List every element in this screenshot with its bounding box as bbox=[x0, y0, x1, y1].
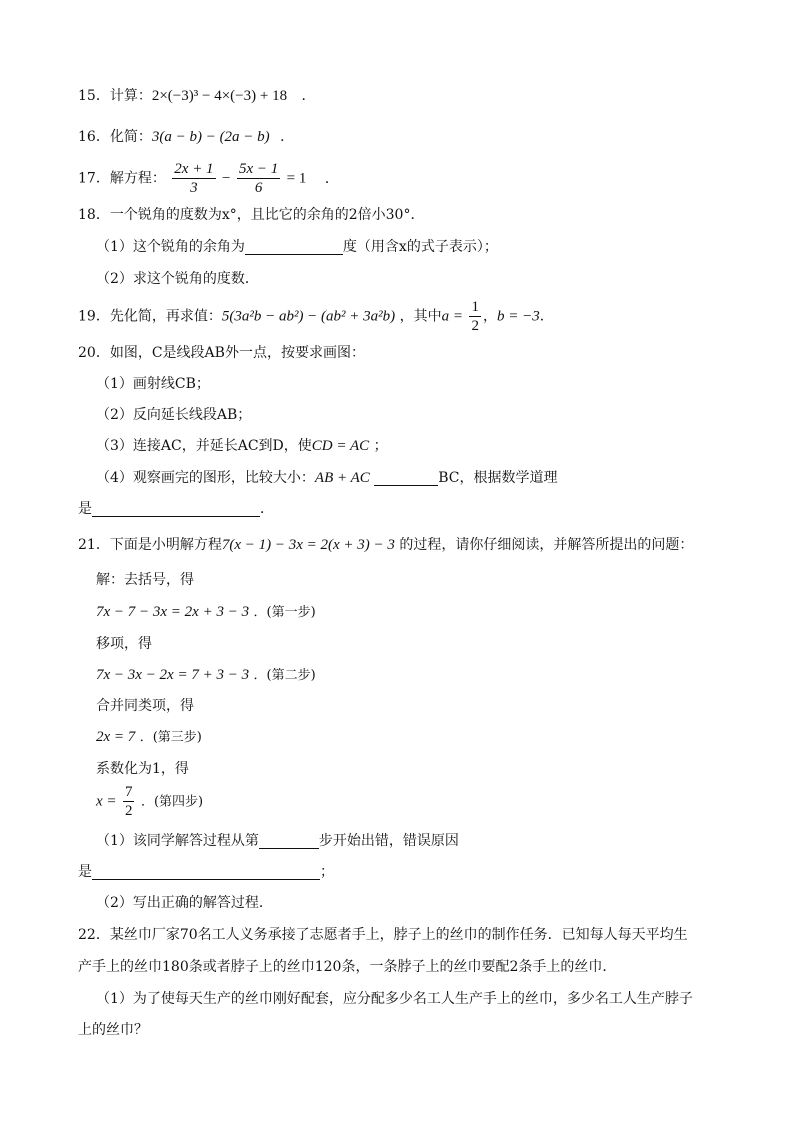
math-expression: x = bbox=[96, 793, 117, 810]
question-20-part-4-cont bbox=[78, 499, 734, 519]
part-text: （4）观察画完的图形，比较大小： bbox=[96, 470, 315, 486]
step-tag: ．(第一步) bbox=[253, 605, 316, 620]
question-prefix: 计算： bbox=[109, 88, 152, 104]
answer-blank[interactable] bbox=[92, 500, 260, 517]
separator: ， bbox=[482, 308, 497, 325]
math-expression: 7x − 3x − 2x = 7 + 3 − 3 bbox=[96, 667, 250, 683]
part-text: ； bbox=[320, 864, 334, 880]
question-prefix: 解方程： bbox=[109, 170, 166, 187]
solution-step-label bbox=[96, 759, 734, 779]
denominator: 2 bbox=[471, 318, 479, 334]
part-text: ； bbox=[373, 438, 388, 454]
part-text: （2）写出正确的解答过程． bbox=[96, 895, 273, 911]
solution-step-label bbox=[96, 570, 734, 590]
numerator: 5x − 1 bbox=[238, 161, 279, 177]
question-number: 19． bbox=[78, 308, 110, 325]
question-suffix: ． bbox=[324, 170, 339, 187]
solution-step-4 bbox=[96, 783, 734, 821]
solution-step-3 bbox=[96, 727, 734, 748]
question-22-cont bbox=[78, 957, 734, 977]
question-22-part-1 bbox=[96, 989, 734, 1009]
part-text: （1）画射线CB； bbox=[96, 376, 210, 392]
part-text: （1）这个锐角的余角为 bbox=[96, 239, 245, 255]
question-number: 16． bbox=[78, 129, 110, 145]
question-20 bbox=[78, 343, 734, 363]
question-number: 15． bbox=[78, 88, 110, 104]
question-22-part-1-cont bbox=[78, 1020, 734, 1040]
math-expression: CD = AC bbox=[311, 438, 370, 454]
question-suffix: ． bbox=[280, 129, 295, 145]
question-16 bbox=[78, 127, 734, 147]
question-18-part-1 bbox=[96, 237, 734, 257]
question-prefix: 化简： bbox=[109, 129, 152, 145]
math-expression: 7(x − 1) − 3x = 2(x + 3) − 3 bbox=[221, 537, 395, 553]
question-number: 21． bbox=[78, 537, 110, 553]
denominator: 3 bbox=[190, 180, 198, 196]
question-number: 20． bbox=[78, 345, 110, 361]
part-text: （2）反向延长线段AB； bbox=[96, 407, 252, 423]
part-text: （1）该同学解答过程从第 bbox=[96, 833, 259, 849]
question-21-part-1-cont bbox=[78, 862, 734, 882]
question-stem: 一个锐角的度数为x°，且比它的余角的2倍小30°． bbox=[109, 207, 425, 223]
minus-sign: − bbox=[222, 170, 231, 187]
numerator: 1 bbox=[471, 299, 479, 315]
numerator: 2x + 1 bbox=[174, 161, 214, 177]
b-value: b = −3 bbox=[496, 308, 540, 325]
question-21-part-2 bbox=[96, 893, 734, 913]
fraction-a bbox=[469, 298, 481, 335]
part-text: （2）求这个锐角的度数． bbox=[96, 271, 259, 287]
question-prefix: 先化简，再求值： bbox=[109, 308, 222, 325]
numerator: 7 bbox=[124, 784, 133, 800]
part-text: ． bbox=[260, 501, 274, 517]
a-value-label: a = bbox=[441, 308, 463, 325]
question-15 bbox=[78, 86, 734, 106]
question-stem: 下面是小明解方程 bbox=[109, 537, 222, 553]
part-text: 步开始出错，错误原因 bbox=[318, 833, 459, 849]
step-tag: ．(第二步) bbox=[253, 668, 316, 683]
denominator: 6 bbox=[254, 180, 263, 196]
question-suffix: ． bbox=[539, 308, 554, 325]
question-18-part-2 bbox=[96, 269, 734, 289]
question-text: ，其中 bbox=[399, 308, 442, 325]
fraction-1 bbox=[172, 160, 215, 197]
part-text: （1）为了使每天生产的丝巾刚好配套，应分配多少名工人生产手上的丝巾，多少名工人生产脖子 bbox=[96, 991, 693, 1007]
question-20-part-1 bbox=[96, 374, 734, 394]
part-text: 上的丝巾？ bbox=[78, 1022, 148, 1038]
question-20-part-2 bbox=[96, 405, 734, 425]
solution-step-label bbox=[96, 696, 734, 716]
part-text: BC，根据数学道理 bbox=[438, 470, 558, 486]
step-text: 合并同类项，得 bbox=[96, 698, 194, 714]
math-expression: 2x = 7 bbox=[96, 729, 136, 745]
solution-step-label bbox=[96, 634, 734, 654]
question-21 bbox=[78, 535, 734, 555]
question-stem: 如图，C是线段AB外一点，按要求画图： bbox=[109, 345, 365, 361]
question-stem: 产手上的丝巾180条或者脖子上的丝巾120条，一条脖子上的丝巾要配2条手上的丝巾． bbox=[78, 959, 617, 975]
step-tag: ．(第四步) bbox=[140, 794, 204, 810]
question-stem: 某丝巾厂家70名工人义务承接了志愿者手上，脖子上的丝巾的制作任务．已知每人每天平均生 bbox=[109, 927, 688, 943]
denominator: 2 bbox=[124, 803, 133, 819]
answer-blank[interactable] bbox=[374, 469, 438, 486]
question-suffix: ． bbox=[301, 88, 316, 104]
part-text: 是 bbox=[78, 864, 92, 880]
fraction-2 bbox=[237, 160, 280, 197]
math-expression: 5(3a²b − ab²) − (ab² + 3a²b) bbox=[221, 308, 396, 325]
step-text: 移项，得 bbox=[96, 636, 152, 652]
solution-step-1 bbox=[96, 602, 734, 623]
solution-step-2 bbox=[96, 665, 734, 686]
question-stem: 的过程，请你仔细阅读，并解答所提出的问题： bbox=[399, 537, 694, 553]
question-17 bbox=[78, 160, 734, 197]
math-expression: 7x − 7 − 3x = 2x + 3 − 3 bbox=[96, 604, 250, 620]
part-text: （3）连接AC，并延长AC到D，使 bbox=[96, 438, 312, 454]
question-20-part-3 bbox=[96, 436, 734, 456]
question-19 bbox=[78, 298, 734, 335]
question-number: 18． bbox=[78, 207, 110, 223]
question-20-part-4 bbox=[96, 468, 734, 488]
math-expression: AB + AC bbox=[314, 470, 370, 486]
math-expression: 2×(−3)³ − 4×(−3) + 18 bbox=[151, 88, 288, 104]
part-text: 是 bbox=[78, 501, 92, 517]
question-number: 22． bbox=[78, 927, 110, 943]
math-expression: 3(a − b) − (2a − b) bbox=[151, 129, 270, 145]
part-text: 度（用含x的式子表示）； bbox=[342, 239, 498, 255]
answer-blank[interactable] bbox=[259, 832, 319, 849]
question-22 bbox=[78, 925, 734, 945]
fraction-answer bbox=[123, 783, 135, 820]
step-text: 系数化为1，得 bbox=[96, 761, 189, 777]
step-tag: ．(第三步) bbox=[139, 730, 202, 745]
question-18 bbox=[78, 205, 734, 225]
step-text: 解：去括号，得 bbox=[96, 572, 194, 588]
equation-rhs: = 1 bbox=[286, 170, 307, 187]
question-21-part-1 bbox=[96, 831, 734, 851]
question-number: 17． bbox=[78, 170, 110, 187]
answer-blank[interactable] bbox=[245, 238, 343, 255]
answer-blank[interactable] bbox=[92, 863, 320, 880]
